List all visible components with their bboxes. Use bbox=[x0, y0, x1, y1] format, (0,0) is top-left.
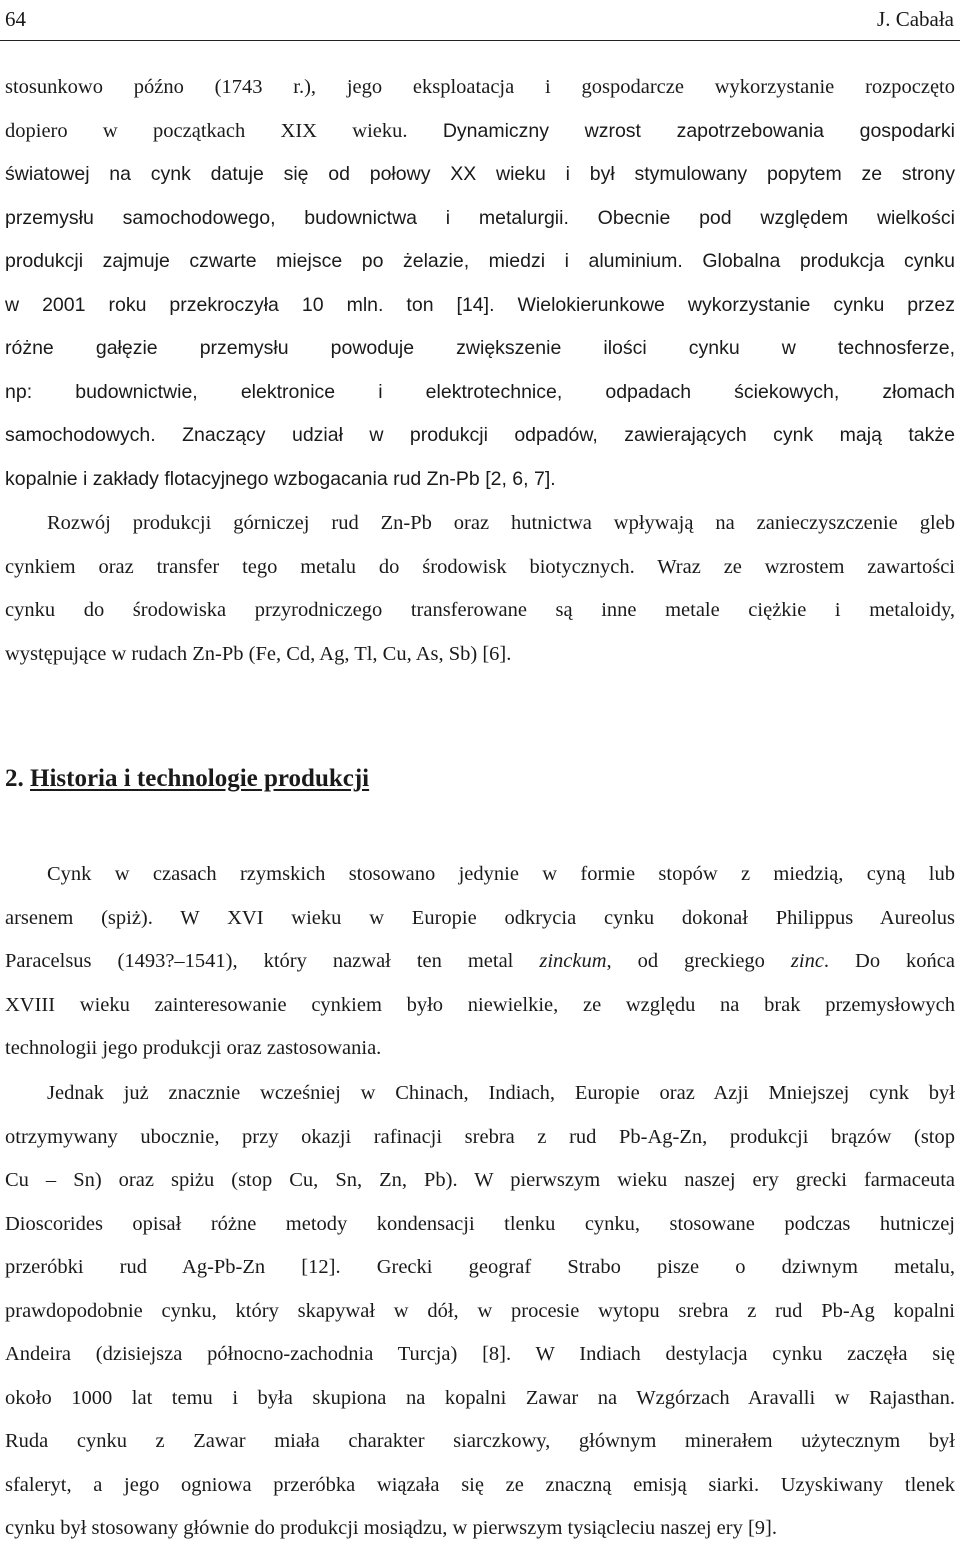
text-segment: przemysłu samochodowego, budownictwa i metalurgii. Obecnie pod względem wielkości bbox=[5, 206, 955, 229]
text-segment: różne gałęzie przemysłu powoduje zwiększenie ilości cynku w technosferze, bbox=[5, 337, 955, 359]
paragraph-zinc-contamination bbox=[5, 502, 955, 676]
text-segment: np: budownictwie, elektronice i elektrotechnice, odpadach ściekowych, złomach bbox=[5, 380, 955, 403]
italic-term: zinc bbox=[790, 950, 824, 972]
text-line: Rozwój produkcji górniczej rud Zn-Pb oraz hutnictwa wpływają na zanieczyszczenie gleb bbox=[47, 512, 955, 534]
section-heading bbox=[5, 765, 369, 793]
text-line bbox=[5, 197, 955, 241]
text-segment: arsenem (spiż). W XVI wieku w Europie odkrycia cynku dokonał Philippus Aureolus bbox=[5, 906, 955, 929]
text-line bbox=[5, 371, 955, 415]
text-line: sfaleryt, a jego ogniowa przeróbka wiązała się ze znaczną emisją siarki. Uzyskiwany tlenek bbox=[5, 1473, 955, 1496]
section-number: 2. bbox=[5, 765, 24, 792]
text-line: otrzymywany ubocznie, przy okazji rafinacji srebra z rud Pb-Ag-Zn, produkcji brązów (stop bbox=[5, 1125, 955, 1148]
text-line bbox=[5, 153, 955, 197]
text-line: cynku był stosowany głównie do produkcji mosiądzu, w pierwszym tysiącleciu naszej ery [9]. bbox=[5, 1517, 777, 1539]
text-line bbox=[5, 984, 955, 1028]
text-line: Andeira (dzisiejsza północno-zachodnia Turcja) [8]. W Indiach destylacja cynku zaczęła się bbox=[5, 1343, 955, 1365]
text-line bbox=[5, 940, 955, 984]
text-line: Ruda cynku z Zawar miała charakter siarczkowy, głównym minerałem użytecznym był bbox=[5, 1430, 955, 1452]
text-line: cynku do środowiska przyrodniczego transferowane są inne metale ciężkie i metaloidy, bbox=[5, 599, 955, 621]
text-line: występujące w rudach Zn-Pb (Fe, Cd, Ag, Tl, Cu, As, Sb) [6]. bbox=[5, 642, 512, 665]
text-line: przeróbki rud Ag-Pb-Zn [12]. Grecki geograf Strabo pisze o dziwnym metalu, bbox=[5, 1256, 955, 1278]
text-segment: . Do końca bbox=[823, 950, 955, 972]
text-segment: Dynamiczny wzrost zapotrzebowania gospodarki bbox=[442, 119, 955, 142]
running-author: J. Cabała bbox=[877, 7, 954, 31]
page-header bbox=[0, 0, 960, 41]
text-segment: XVIII wieku zainteresowanie cynkiem było niewielkie, ze względu na brak przemysłowych bbox=[5, 993, 955, 1016]
text-segment: światowej na cynk datuje się od połowy XX wieku i był stymulowany popytem ze strony bbox=[5, 163, 955, 185]
text-line bbox=[5, 327, 955, 371]
text-line bbox=[5, 1027, 955, 1071]
text-segment: , od greckiego bbox=[606, 950, 791, 972]
text-line bbox=[5, 897, 955, 941]
text-segment: Cynk w czasach rzymskich stosowano jedynie w formie stopów z miedzią, cyną lub bbox=[47, 863, 955, 885]
page-number: 64 bbox=[5, 7, 26, 31]
paragraph-early-production bbox=[5, 1072, 955, 1551]
text-line bbox=[5, 853, 955, 897]
paragraph-zinc-demand bbox=[5, 66, 955, 501]
text-segment: samochodowych. Znaczący udział w produkcji odpadów, zawierających cynk mają także bbox=[5, 424, 955, 446]
text-line: Dioscorides opisał różne metody kondensacji tlenku cynku, stosowane podczas hutniczej bbox=[5, 1212, 955, 1235]
text-segment: produkcji zajmuje czwarte miejsce po żelazie, miedzi i aluminium. Globalna produkcja cynku bbox=[5, 250, 955, 272]
text-line: około 1000 lat temu i była skupiona na kopalni Zawar na Wzgórzach Aravalli w Rajasthan. bbox=[5, 1386, 955, 1409]
section-title: Historia i technologie produkcji bbox=[30, 765, 370, 792]
text-line bbox=[5, 240, 955, 284]
italic-term: zinckum bbox=[539, 950, 607, 972]
text-segment: Paracelsus (1493?–1541), który nazwał ten metal bbox=[5, 950, 540, 972]
text-line bbox=[5, 66, 955, 110]
text-line: cynkiem oraz transfer tego metalu do środowisk biotycznych. Wraz ze wzrostem zawartości bbox=[5, 555, 955, 578]
text-line: Jednak już znacznie wcześniej w Chinach, Indiach, Europie oraz Azji Mniejszej cynk był bbox=[47, 1082, 955, 1104]
text-segment: dopiero w początkach XIX wieku. bbox=[5, 119, 443, 142]
text-segment: kopalnie i zakłady flotacyjnego wzbogacania rud Zn-Pb [2, 6, 7]. bbox=[5, 467, 556, 490]
text-segment: stosunkowo późno (1743 r.), jego eksploatacja i gospodarcze wykorzystanie rozpoczęto bbox=[5, 76, 955, 98]
text-line bbox=[5, 414, 955, 458]
text-line: prawdopodobnie cynku, który skapywał w dół, w procesie wytopu srebra z rud Pb-Ag kopalni bbox=[5, 1299, 955, 1322]
text-line bbox=[5, 458, 955, 502]
text-segment: technologii jego produkcji oraz zastosowania. bbox=[5, 1037, 382, 1059]
text-line bbox=[5, 284, 955, 328]
text-line: Cu – Sn) oraz spiżu (stop Cu, Sn, Zn, Pb). W pierwszym wieku naszej ery grecki farmaceuta bbox=[5, 1169, 955, 1191]
paragraph-roman-history bbox=[5, 853, 955, 1071]
text-segment: w 2001 roku przekroczyła 10 mln. ton [14]. Wielokierunkowe wykorzystanie cynku przez bbox=[5, 293, 955, 316]
text-line bbox=[5, 110, 955, 154]
